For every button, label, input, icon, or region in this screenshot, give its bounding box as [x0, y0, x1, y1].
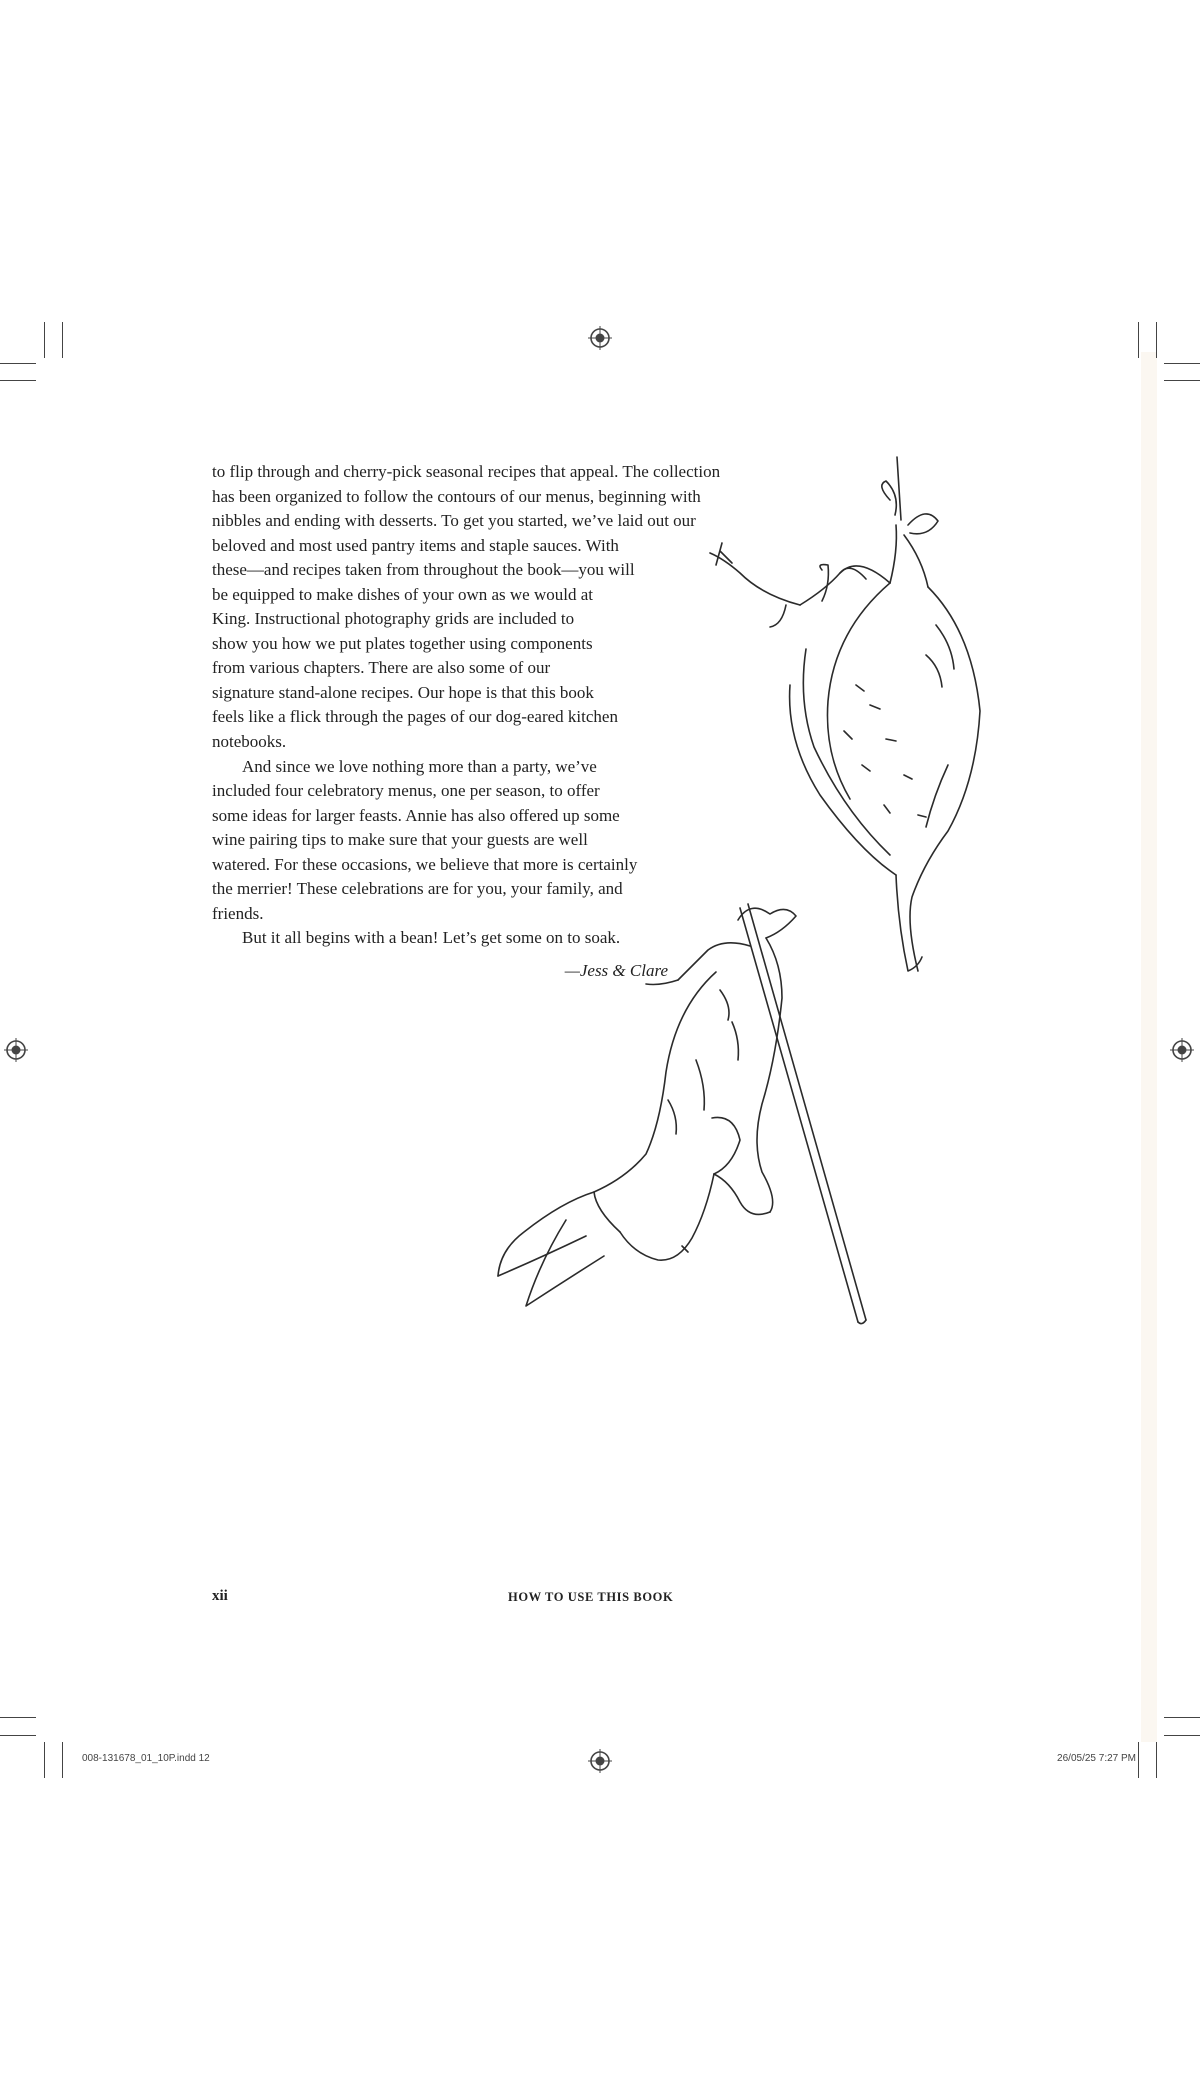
- body-line: has been organized to follow the contours of our menus, beginning with: [212, 486, 701, 506]
- registration-mark-left-icon: [4, 1038, 28, 1062]
- registration-mark-bottom-icon: [588, 1749, 612, 1773]
- signature: —Jess & Clare: [564, 961, 668, 980]
- slug-datetime: 26/05/25 7:27 PM: [1057, 1753, 1136, 1764]
- body-line: show you how we put plates together using components: [212, 633, 593, 653]
- body-line: from various chapters. There are also some of our: [212, 658, 551, 678]
- body-line: nibbles and ending with desserts. To get you started, we’ve laid out our: [212, 511, 696, 531]
- body-text: [212, 460, 872, 951]
- body-line: these—and recipes taken from throughout the book—you will: [212, 560, 635, 580]
- registration-mark-right-icon: [1170, 1038, 1194, 1062]
- body-line: to flip through and cherry-pick seasonal recipes that appeal. The collection: [212, 462, 721, 481]
- body-line: beloved and most used pantry items and staple sauces. With: [212, 535, 619, 555]
- body-line: But it all begins with a bean! Let’s get some on to soak.: [242, 928, 621, 948]
- body-line: And since we love nothing more than a party, we’ve: [242, 756, 597, 776]
- body-line: be equipped to make dishes of your own as we would at: [212, 584, 593, 604]
- body-line: notebooks.: [212, 732, 287, 752]
- page-number: xii: [212, 1588, 228, 1604]
- slug-filename: 008-131678_01_10P.indd 12: [82, 1753, 210, 1764]
- running-head: HOW TO USE THIS BOOK: [508, 1590, 674, 1604]
- body-line: watered. For these occasions, we believe that more is certainly: [212, 854, 638, 874]
- body-line: included four celebratory menus, one per season, to offer: [212, 781, 600, 801]
- body-line: feels like a flick through the pages of our dog-eared kitchen: [212, 707, 618, 727]
- body-line: wine pairing tips to make sure that your guests are well: [212, 830, 588, 850]
- body-line: some ideas for larger feasts. Annie has also offered up some: [212, 805, 620, 825]
- body-line: signature stand-alone recipes. Our hope is that this book: [212, 682, 594, 702]
- body-line: the merrier! These celebrations are for you, your family, and: [212, 879, 623, 899]
- registration-mark-top-icon: [588, 326, 612, 350]
- page-edge-strip: [1141, 352, 1157, 1742]
- body-line: friends.: [212, 903, 264, 923]
- body-line: King. Instructional photography grids are included to: [212, 609, 575, 629]
- hanging-hare-illustration: [470, 890, 870, 1430]
